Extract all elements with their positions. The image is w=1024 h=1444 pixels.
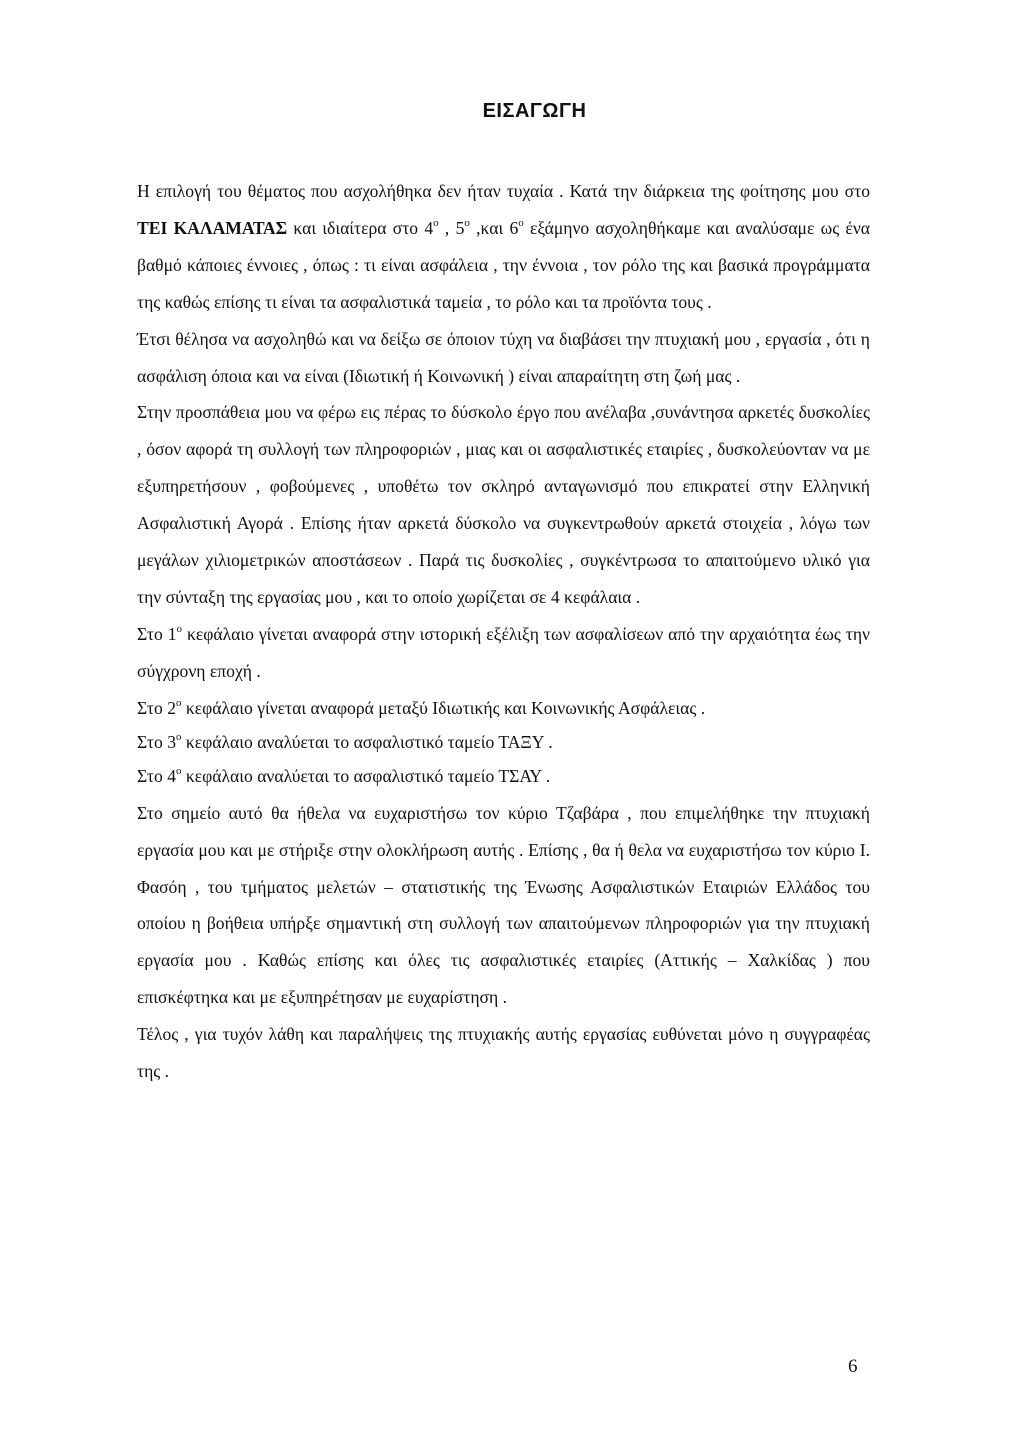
text-run: κεφάλαιο γίνεται αναφορά στην ιστορική εξέλιξη των ασφαλίσεων από την αρχαιότητα έως την σύγχρονη εποχή . <box>137 623 870 681</box>
paragraph-chapter-2 <box>137 693 870 724</box>
institution-name: ΤΕΙ ΚΑΛΑΜΑΤΑΣ <box>137 217 288 238</box>
paragraph-difficulties: Στην προσπάθεια μου να φέρω εις πέρας το δύσκολο έργο που ανέλαβα ,συνάντησα αρκετές δυσκολίες , όσον αφορά τη συλλογή των πληροφοριών , μιας και οι ασφαλιστικές εταιρίες , δυσκολεύονταν να με εξυπηρετήσουν , φοβούμενες , υποθέτω τον σκληρό ανταγωνισμό που επικρατεί στην Ελληνική Ασφαλιστική Αγορά . Επίσης ήταν αρκετά δύσκολο να συγκεντρωθούν αρκετά στοιχεία , λόγω των μεγάλων χιλιομετρικών αποστάσεων . Παρά τις δυσκολίες , συγκέντρωσα το απαιτούμενο υλικό για την σύνταξη της εργασίας μου , και το οποίο χωρίζεται σε 4 κεφάλαια . <box>137 402 870 607</box>
ordinal-superscript: ο <box>176 730 182 743</box>
text-run: κεφάλαιο αναλύεται το ασφαλιστικό ταμείο ΤΑΞΥ . <box>181 731 553 752</box>
paragraph-purpose: Έτσι θέλησα να ασχοληθώ και να δείξω σε όποιον τύχη να διαβάσει την πτυχιακή μου , εργασία , ότι η ασφάλιση όποια και να είναι (Ιδιωτική ή Κοινωνική ) είναι απαραίτητη στη ζωή μας . <box>137 328 870 386</box>
paragraph-chapter-4 <box>137 761 870 792</box>
paragraph-chapter-1 <box>137 616 870 690</box>
paragraph-topic-choice <box>137 173 870 321</box>
ordinal-superscript: ο <box>176 622 183 635</box>
text-run: Η επιλογή του θέματος που ασχολήθηκα δεν ήταν τυχαία . Κατά την διάρκεια της φοίτησης μου στο <box>137 181 870 201</box>
paragraph-acknowledgements: Στο σημείο αυτό θα ήθελα να ευχαριστήσω τον κύριο Τζαβάρα , που επιμελήθηκε την πτυχιακή εργασία μου και με στήριξε στην ολοκλήρωση αυτής . Επίσης , θα ή θελα να ευχαριστήσω τον κύριο Ι. Φασόη , του τμήματος μελετών – στατιστικής της Ένωσης Ασφαλιστικών Εταιριών Ελλάδος του οποίου η βοήθεια υπήρξε σημαντική στη συλλογή των απαιτούμενων πληροφοριών για την πτυχιακή εργασία μου . Καθώς επίσης και όλες τις ασφαλιστικές εταιρίες (Αττικής – Χαλκίδας ) που επισκέφτηκα και με εξυπηρέτησαν με ευχαρίστηση . <box>137 802 870 1008</box>
ordinal-superscript: ο <box>176 764 182 777</box>
text-run: ,και 6 <box>469 217 519 238</box>
text-run: Στο 1 <box>137 623 177 644</box>
page-title: ΕΙΣΑΓΩΓΗ <box>482 100 587 122</box>
body-text <box>137 173 870 1090</box>
text-run: κεφάλαιο αναλύεται το ασφαλιστικό ταμείο ΤΣΑΥ . <box>181 765 551 786</box>
text-run: κεφάλαιο γίνεται αναφορά μεταξύ Ιδιωτικής και Κοινωνικής Ασφάλειας . <box>181 697 706 718</box>
text-run: Στο 2 <box>137 697 176 718</box>
text-run: Στο 4 <box>137 765 176 786</box>
text-run: , 5 <box>438 217 465 238</box>
ordinal-superscript: ο <box>176 696 182 709</box>
ordinal-superscript: ο <box>464 216 470 229</box>
ordinal-superscript: ο <box>433 216 439 229</box>
paragraph-closing: Τέλος , για τυχόν λάθη και παραλήψεις της πτυχιακής αυτής εργασίας ευθύνεται μόνο η συγγραφέας της . <box>137 1024 870 1082</box>
page-number: 6 <box>848 1356 858 1377</box>
ordinal-superscript: ο <box>518 216 524 229</box>
paragraph-chapter-3 <box>137 727 870 758</box>
text-run: και ιδιαίτερα στο 4 <box>287 217 434 238</box>
text-run: Στο 3 <box>137 731 176 752</box>
text-run: εξάμηνο ασχοληθήκαμε και αναλύσαμε ως ένα βαθμό κάποιες έννοιες , όπως : τι είναι ασφάλεια , την έννοια , τον ρόλο της και βασικά προγράμματα της καθώς επίσης τι είναι τα ασφαλιστικά ταμεία , το ρόλο και τα προϊόντα τους . <box>137 217 870 312</box>
